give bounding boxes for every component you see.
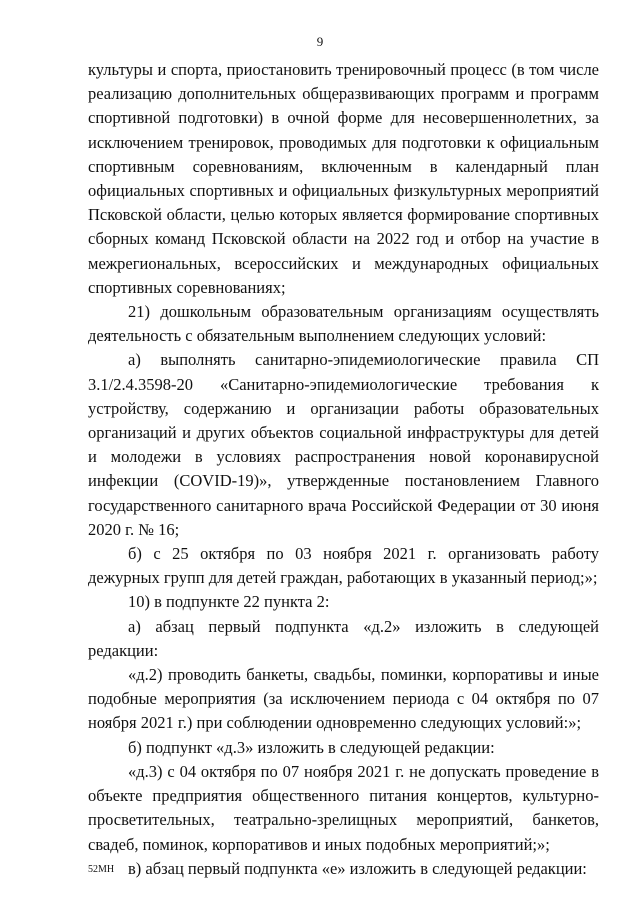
page-number: 9: [316, 34, 324, 49]
paragraph: а) абзац первый подпункта «д.2» изложить в следующей редакции:: [88, 616, 599, 660]
document-body: [88, 58, 599, 881]
paragraph: «д.3) с 04 октября по 07 ноября 2021 г. не допускать проведение в объекте предприятия общественного питания концертов, культурно-просветительных, театрально-зрелищных мероприятий, банкетов, свадеб, поминок, корпоративов и иных подобных мероприятий;»;: [88, 761, 599, 854]
paragraph: в) абзац первый подпункта «е» изложить в следующей редакции:: [128, 858, 587, 878]
paragraph: 10) в подпункте 22 пункта 2:: [128, 592, 330, 612]
paragraph: б) подпункт «д.3» изложить в следующей редакции:: [128, 737, 495, 757]
document-code: 52МН: [88, 864, 115, 875]
paragraph: «д.2) проводить банкеты, свадьбы, поминки, корпоративы и иные подобные мероприятия (за исключением периода с 04 октября по 07 ноября 2021 г.) при соблюдении одновременно следующих условий:»;: [88, 665, 599, 733]
paragraph: а) выполнять санитарно-эпидемиологические правила СП 3.1/2.4.3598-20 «Санитарно-эпидемиологические требования к устройству, содержанию и организации работы образовательных организаций и других объектов социальной инфраструктуры для детей и молодежи в условиях распространения новой коронавирусной инфекции (COVID-19)», утвержденные постановлением Главного государственного санитарного врача Российской Федерации от 30 июня 2020 г. № 16;: [88, 350, 599, 539]
paragraph: культуры и спорта, приостановить тренировочный процесс (в том числе реализацию дополнительных общеразвивающих программ и программ спортивной подготовки) в очной форме для несовершеннолетних, за исключением тренировок, проводимых для подготовки к официальным спортивным соревнованиям, включенным в календарный план официальных спортивных и официальных физкультурных мероприятий Псковской области, целью которых является формирование спортивных сборных команд Псковской области на 2022 год и отбор на участие в межрегиональных, всероссийских и международных официальных спортивных соревнованиях;: [88, 60, 599, 297]
paragraph: 21) дошкольным образовательным организациям осуществлять деятельность с обязательным выполнением следующих условий:: [88, 302, 599, 346]
paragraph: б) с 25 октября по 03 ноября 2021 г. организовать работу дежурных групп для детей граждан, работающих в указанный период;»;: [88, 544, 599, 588]
